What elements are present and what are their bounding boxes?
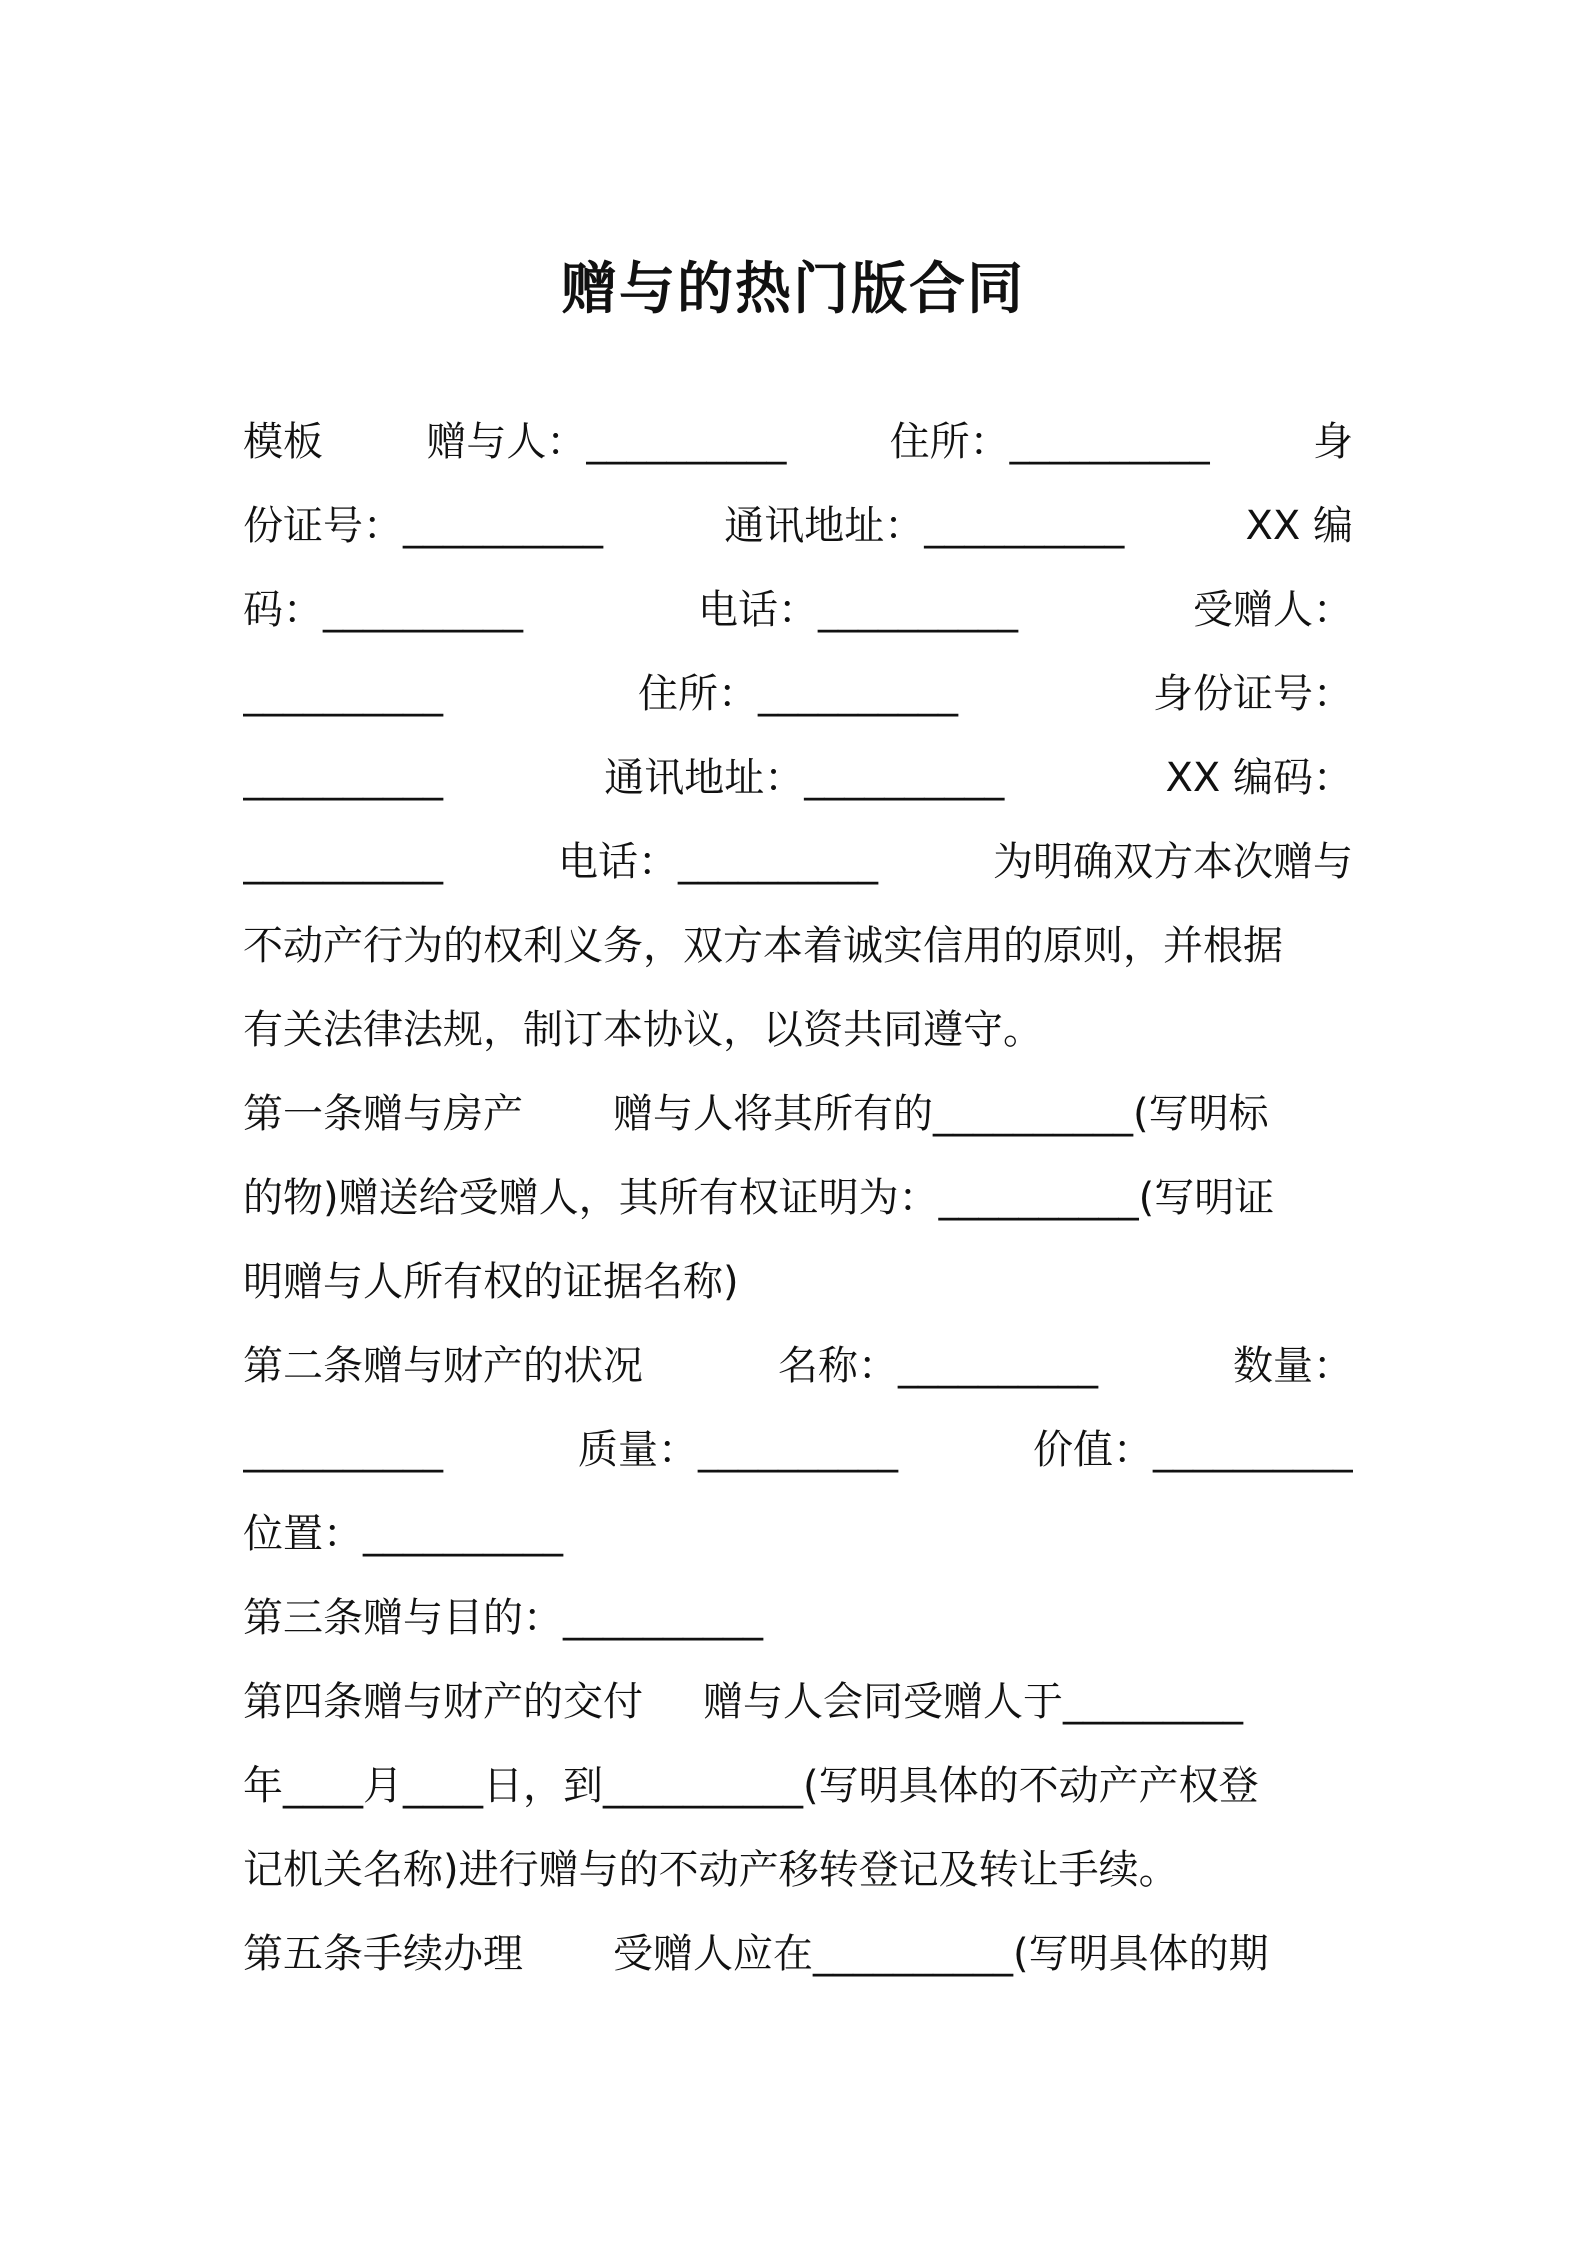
fill-blank: ____ (403, 1763, 483, 1809)
text-segment (243, 484, 603, 568)
field-label: 码： (243, 587, 323, 633)
fill-blank: __________ (813, 1931, 1013, 1977)
text-line (243, 400, 1353, 484)
field-label: 质量： (578, 1427, 698, 1473)
text-line (243, 568, 1353, 652)
fill-blank: __________ (243, 1427, 443, 1473)
text-segment: XX 编码： (1165, 755, 1353, 801)
fill-blank: _________ (1063, 1679, 1243, 1725)
field-label: 位置： (243, 1511, 363, 1557)
field-label: 价值： (1033, 1427, 1153, 1473)
text-segment (613, 1072, 1269, 1156)
fill-blank: __________ (243, 755, 443, 801)
text-run: (写明具体的不动产产权登 (803, 1763, 1259, 1809)
fill-blank: __________ (924, 503, 1125, 549)
text-run: 日，到 (483, 1763, 603, 1809)
field-label: 赠与人： (426, 419, 587, 465)
field-label: 住所： (889, 419, 1010, 465)
text-segment: 受赠人： (1193, 587, 1353, 633)
text-segment: XX 编 (1245, 503, 1353, 549)
text-segment (604, 736, 1004, 820)
field-label: 电话： (698, 587, 818, 633)
field-label: 份证号： (243, 503, 403, 549)
text-run: 赠与人会同受赠人于 (703, 1679, 1063, 1725)
text-run: 的物)赠送给受赠人，其所有权证明为： (243, 1175, 939, 1221)
document-body (243, 400, 1353, 1996)
text-line (243, 1156, 1353, 1240)
field-label: 名称： (778, 1343, 898, 1389)
fill-blank: __________ (804, 755, 1005, 801)
fill-blank: __________ (323, 587, 523, 633)
document-title: 赠与的热门版合同 (561, 257, 1025, 322)
fill-blank: __________ (678, 839, 878, 885)
text-segment: 数量： (1233, 1343, 1353, 1389)
fill-blank: __________ (1009, 419, 1210, 465)
text-segment (703, 1660, 1243, 1744)
text-line (243, 1492, 1353, 1576)
fill-blank: __________ (938, 1175, 1139, 1221)
text-line: 有关法律法规，制订本协议，以资共同遵守。 (243, 1007, 1043, 1053)
text-line (243, 1408, 1353, 1492)
text-run: 月 (363, 1763, 403, 1809)
field-label: 通讯地址： (604, 755, 805, 801)
clause-heading: 第五条手续办理 (243, 1931, 523, 1977)
fill-blank: __________ (563, 1595, 763, 1641)
fill-blank: __________ (586, 419, 787, 465)
text-segment (426, 400, 786, 484)
text-line (243, 1744, 1353, 1828)
text-segment (578, 1408, 898, 1492)
clause-heading-line (243, 1324, 1353, 1408)
text-segment: 模板 (243, 419, 323, 465)
text-line: 明赠与人所有权的证据名称) (243, 1259, 739, 1305)
text-segment (724, 484, 1124, 568)
text-segment (558, 820, 878, 904)
field-label: 通讯地址： (724, 503, 925, 549)
clause-heading: 第三条赠与目的： (243, 1595, 563, 1641)
fill-blank: __________ (698, 1427, 898, 1473)
text-run: (写明具体的期 (1013, 1931, 1269, 1977)
fill-blank: __________ (758, 671, 958, 717)
text-segment (1033, 1408, 1353, 1492)
text-segment (890, 400, 1210, 484)
text-run: (写明证 (1138, 1175, 1275, 1221)
text-segment (698, 568, 1018, 652)
text-segment: 身份证号： (1153, 671, 1353, 717)
text-segment (638, 652, 958, 736)
text-segment (243, 568, 523, 652)
clause-heading: 第二条赠与财产的状况 (243, 1343, 643, 1389)
text-run: 赠与人将其所有的 (613, 1091, 933, 1137)
field-label: 住所： (638, 671, 758, 717)
text-line (243, 736, 1353, 820)
clause-heading-line (243, 1660, 1353, 1744)
text-segment: 身 (1312, 419, 1353, 465)
text-segment: 为明确双方本次赠与 (993, 839, 1353, 885)
fill-blank: __________ (818, 587, 1018, 633)
fill-blank: __________ (403, 503, 603, 549)
text-run: (写明标 (1133, 1091, 1269, 1137)
fill-blank: __________ (1153, 1427, 1353, 1473)
fill-blank: __________ (898, 1343, 1098, 1389)
text-line: 记机关名称)进行赠与的不动产移转登记及转让手续。 (243, 1847, 1179, 1893)
text-line (243, 484, 1353, 568)
text-run: 年 (243, 1763, 283, 1809)
fill-blank: __________ (933, 1091, 1133, 1137)
fill-blank: ____ (283, 1763, 363, 1809)
fill-blank: __________ (243, 671, 443, 717)
clause-heading-line (243, 1576, 1353, 1660)
clause-heading-line (243, 1072, 1353, 1156)
field-label: 电话： (558, 839, 678, 885)
clause-heading: 第四条赠与财产的交付 (243, 1679, 643, 1725)
text-segment (778, 1324, 1098, 1408)
fill-blank: __________ (363, 1511, 563, 1557)
fill-blank: __________ (243, 839, 443, 885)
fill-blank: __________ (603, 1763, 803, 1809)
clause-heading-line (243, 1912, 1353, 1996)
text-run: 受赠人应在 (613, 1931, 813, 1977)
text-line (243, 820, 1353, 904)
text-segment (613, 1912, 1269, 1996)
clause-heading: 第一条赠与房产 (243, 1091, 523, 1137)
text-line: 不动产行为的权利义务，双方本着诚实信用的原则，并根据 (243, 923, 1283, 969)
text-line (243, 652, 1353, 736)
